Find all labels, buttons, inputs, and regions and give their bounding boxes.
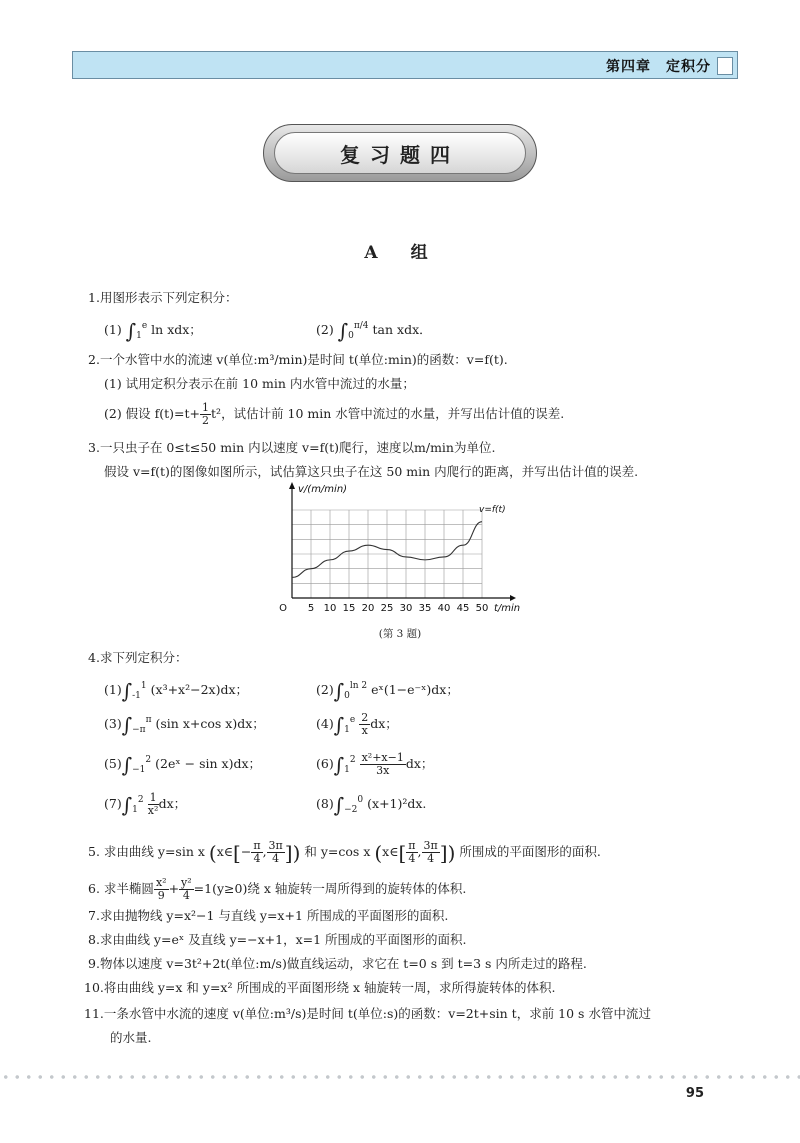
group-heading: A 组 <box>364 243 436 263</box>
problem-4-item: $(7)\int_1^2$ $\frac{1}{\text{x²}}$ dx； <box>104 791 187 817</box>
problem-5: 5. 求由曲线 y=sin x (x∈[− $\frac{\pi}{4}$ , $\frac{3\pi}{4}$ ]) 和 y=cos x (x∈[ $\frac{\pi}{4}$ , $\frac{3\pi}{4}$ ]) 所围成的平面图形的面积. <box>88 839 601 865</box>
problem-4-item: $(5)\int_{-1}^2$ (2eˣ − sin x)dx； <box>104 753 262 777</box>
problem-11: 11.一条水管中水流的速度 v(单位:m³/s)是时间 t(单位:s)的函数：v=2t+sin t，求前 10 s 水管中流过 <box>84 1006 651 1021</box>
problem-4-item: $(3)\int_{-\pi}^\pi$ (sin x+cos x)dx； <box>104 713 265 737</box>
problem-4-item: $(4)\int_1^e$ $\frac{2}{x}$ dx； <box>316 711 398 737</box>
x-tick-label: 20 <box>361 603 375 614</box>
x-tick-label: 15 <box>342 603 356 614</box>
problem-4-item: $(2)\int_0^{ln 2}$ eˣ(1−e⁻ˣ)dx； <box>316 679 459 703</box>
problem-4-item: $(1)\int_{-1}^1$ (x³+x²−2x)dx； <box>104 679 249 703</box>
problem-3: 3.一只虫子在 0≤t≤50 min 内以速度 v=f(t)爬行，速度以m/min为单位. <box>88 440 496 455</box>
x-tick-label: 30 <box>399 603 413 614</box>
x-tick-label: 40 <box>437 603 451 614</box>
problem-9: 9.物体以速度 v=3t²+2t(单位:m/s)做直线运动，求它在 t=0 s 到 t=3 s 内所走过的路程. <box>88 956 587 971</box>
problem-8: 8.求由曲线 y=eˣ 及直线 y=−x+1，x=1 所围成的平面图形的面积. <box>88 932 467 947</box>
figure-caption: (第 3 题) <box>378 628 422 640</box>
chapter-header-bar <box>72 51 738 79</box>
section-title-plaque <box>263 124 537 182</box>
problem-3-text-2: 假设 v=f(t)的图像如图所示，试估算这只虫子在这 50 min 内爬行的距离，并写出估计值的误差. <box>104 464 639 479</box>
x-axis-arrow <box>510 595 516 601</box>
problem-1-item-2: (2) $\int_0^{\pi/4}$ tan xdx． <box>316 319 432 343</box>
problem-2-item-1: (1) 试用定积分表示在前 10 min 内水管中流过的水量； <box>104 376 415 391</box>
header-end-block <box>717 57 733 75</box>
x-tick-label: 10 <box>323 603 337 614</box>
problem-11-text-2: 的水量. <box>110 1030 152 1045</box>
x-tick-label: 50 <box>475 603 489 614</box>
chapter-title: 第四章 定积分 <box>606 59 711 75</box>
x-tick-label: 5 <box>307 603 315 614</box>
problem-2-item-2: (2) 假设 f(t)=t+ $\frac{1}{2}$ t²，试估计前 10 min 水管中流过的水量，并写出估计值的误差. <box>104 401 565 427</box>
origin-label: O <box>279 603 287 614</box>
x-tick-label: 25 <box>380 603 394 614</box>
y-axis-label: v/(m/min) <box>298 484 348 495</box>
problem-4-item: $(6)\int_1^2$ $\frac{\text{x²+x−1}}{3x}$ dx； <box>316 751 434 777</box>
problem-3-graph <box>270 480 540 615</box>
problem-1: 1.用图形表示下列定积分： <box>88 290 238 305</box>
y-axis-arrow <box>289 482 295 489</box>
x-tick-label: 35 <box>418 603 432 614</box>
curve-label: v=f(t) <box>479 505 506 515</box>
page-number: 95 <box>685 1086 704 1101</box>
problem-6: 6. 求半椭圆 $\frac{\text{x²}}{9}$ + $\frac{\text{y²}}{4}$ =1(y≥0)绕 x 轴旋转一周所得到的旋转体的体积. <box>88 876 467 902</box>
section-title: 复习题四 <box>274 132 526 174</box>
problem-10: 10.将由曲线 y=x 和 y=x² 所围成的平面图形绕 x 轴旋转一周，求所得旋转体的体积. <box>84 980 556 995</box>
problem-1-item-1: (1) $\int_1^e$ ln xdx； <box>104 319 202 343</box>
x-axis-label: t/min <box>494 603 521 614</box>
footer-dot-rule <box>0 1075 800 1079</box>
problem-4: 4.求下列定积分： <box>88 650 188 665</box>
x-tick-label: 45 <box>456 603 470 614</box>
problem-7: 7.求由抛物线 y=x²−1 与直线 y=x+1 所围成的平面图形的面积. <box>88 908 449 923</box>
problem-2: 2.一个水管中水的流速 v(单位:m³/min)是时间 t(单位:min)的函数：v=f(t). <box>88 352 508 367</box>
problem-4-item: $(8)\int_{-2}^0$ (x+1)²dx. <box>316 793 427 817</box>
